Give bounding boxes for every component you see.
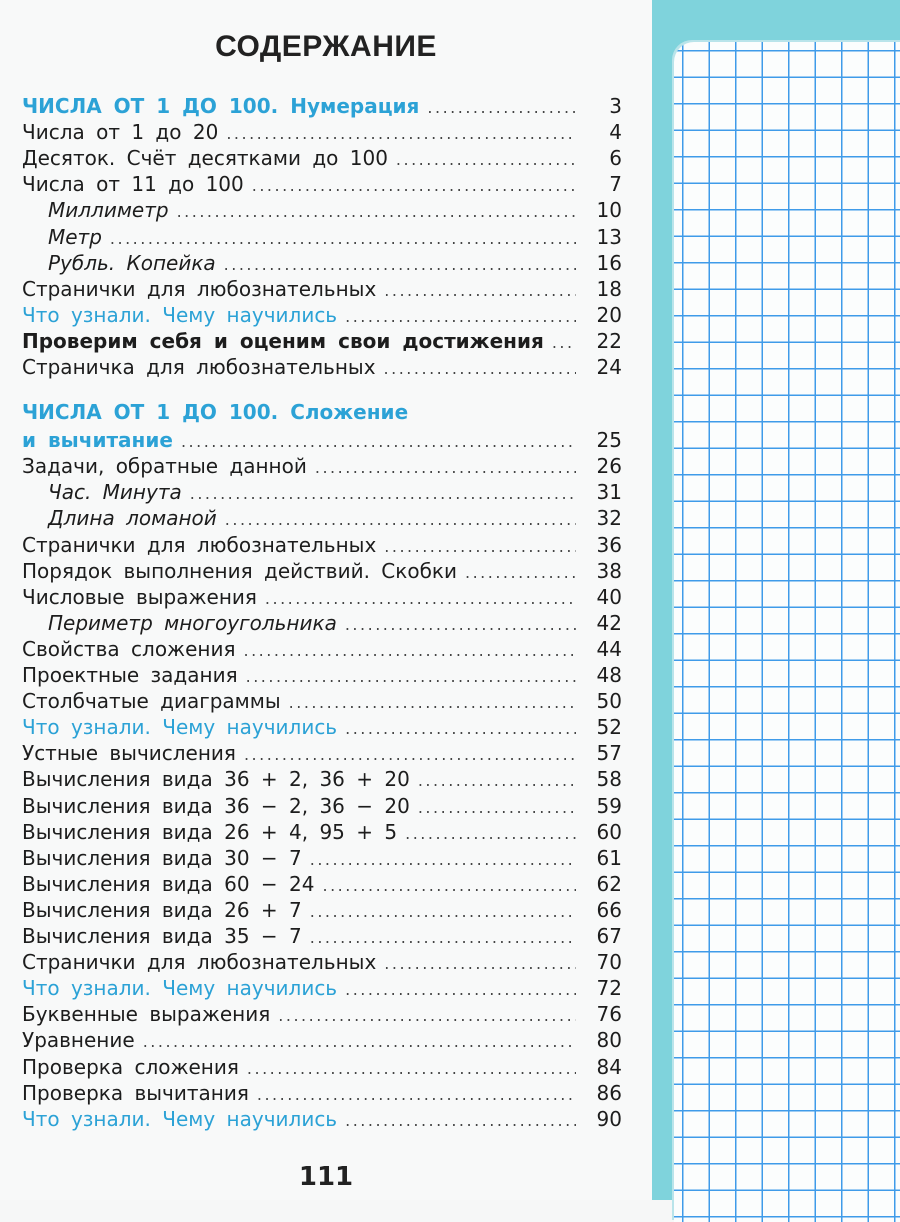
toc-entry[interactable] bbox=[22, 976, 622, 1003]
toc-entry-page: 62 bbox=[596, 871, 622, 896]
toc-entry-title: Длина ломаной bbox=[48, 506, 217, 531]
toc-entry-title: Числа от 1 до 20 bbox=[22, 120, 219, 145]
toc-entry-title: Странички для любознательных bbox=[22, 950, 377, 975]
dot-leader bbox=[246, 667, 576, 686]
dot-leader bbox=[243, 641, 576, 660]
toc-entry-page: 13 bbox=[596, 224, 622, 249]
toc-entry-page: 48 bbox=[596, 663, 622, 687]
toc-entry-page: 80 bbox=[596, 1028, 622, 1053]
toc-entry-page: 26 bbox=[596, 454, 622, 479]
toc-entry-page: 90 bbox=[596, 1106, 622, 1131]
toc-entry-title: Свойства сложения bbox=[22, 636, 236, 661]
dot-leader bbox=[224, 255, 576, 274]
toc-entry-page: 6 bbox=[609, 146, 622, 171]
toc-entry-page: 10 bbox=[596, 198, 622, 223]
toc-entry[interactable] bbox=[22, 846, 622, 873]
toc-entry-title: Вычисления вида 60 − 24 bbox=[22, 871, 315, 896]
dot-leader bbox=[384, 537, 576, 556]
dot-leader bbox=[345, 307, 576, 326]
toc-entry-title: Числовые выражения bbox=[22, 584, 257, 609]
toc-entry-title: Порядок выполнения действий. Скобки bbox=[22, 558, 457, 583]
toc-entry-title: Проверка вычитания bbox=[22, 1080, 249, 1105]
toc-entry-page: 40 bbox=[596, 584, 622, 609]
dot-leader bbox=[552, 333, 576, 352]
toc-entry-title: Вычисления вида 30 − 7 bbox=[22, 845, 302, 870]
dot-leader bbox=[225, 510, 576, 529]
toc-entry-title: Вычисления вида 36 − 2, 36 − 20 bbox=[22, 793, 410, 818]
toc-entry[interactable] bbox=[22, 1028, 622, 1055]
toc-entry-page: 7 bbox=[609, 172, 622, 197]
dot-leader bbox=[310, 902, 576, 921]
toc-entry[interactable] bbox=[22, 689, 622, 716]
toc-entry[interactable] bbox=[22, 277, 622, 304]
toc-entry[interactable] bbox=[22, 637, 622, 664]
dot-leader bbox=[345, 615, 576, 634]
toc-entry-page: 57 bbox=[596, 741, 622, 766]
dot-leader bbox=[226, 124, 576, 143]
dot-leader bbox=[190, 484, 576, 503]
toc-entry-title: Устные вычисления bbox=[22, 741, 236, 766]
toc-entry-page: 22 bbox=[596, 328, 622, 353]
toc-entry[interactable] bbox=[22, 480, 622, 507]
toc-entry-title: Десяток. Счёт десятками до 100 bbox=[22, 146, 388, 171]
toc-entry-page: 61 bbox=[596, 845, 622, 870]
toc-entry-title: Метр bbox=[48, 224, 102, 249]
dot-leader bbox=[384, 359, 576, 378]
toc-entry-page: 66 bbox=[596, 897, 622, 922]
toc-entry-title: Миллиметр bbox=[48, 198, 169, 223]
toc-entry-page: 25 bbox=[596, 428, 622, 453]
dot-leader bbox=[396, 150, 576, 169]
toc-entry[interactable] bbox=[22, 198, 622, 225]
dot-leader bbox=[310, 928, 576, 947]
toc-entry[interactable] bbox=[22, 715, 622, 742]
toc-entry-page: 32 bbox=[596, 506, 622, 531]
toc-entry-title: Периметр многоугольника bbox=[48, 610, 337, 635]
toc-entry-page: 42 bbox=[596, 610, 622, 635]
toc-entry[interactable] bbox=[22, 506, 622, 533]
toc-entry-title: ЧИСЛА ОТ 1 ДО 100. Нумерация bbox=[22, 94, 420, 118]
toc-entry[interactable] bbox=[22, 794, 622, 821]
toc-entry-page: 18 bbox=[596, 276, 622, 301]
dot-leader bbox=[345, 980, 576, 999]
dot-leader bbox=[143, 1032, 576, 1051]
toc-entry-page: 36 bbox=[596, 532, 622, 557]
toc-entry-title: Час. Минута bbox=[48, 480, 182, 505]
toc-entry-page: 52 bbox=[596, 715, 622, 740]
toc-entry-page: 16 bbox=[596, 250, 622, 275]
toc-entry[interactable] bbox=[22, 767, 622, 794]
toc-entry[interactable] bbox=[22, 251, 622, 278]
dot-leader bbox=[257, 1085, 576, 1104]
dot-leader bbox=[427, 98, 576, 117]
dot-leader bbox=[252, 176, 576, 195]
toc-entry[interactable] bbox=[22, 924, 622, 951]
dot-leader bbox=[465, 563, 576, 582]
toc-entry-page: 31 bbox=[596, 480, 622, 505]
toc-entry[interactable] bbox=[22, 172, 622, 199]
toc-entry[interactable] bbox=[22, 1107, 622, 1134]
toc-entry-title: Буквенные выражения bbox=[22, 1002, 271, 1027]
toc-entry-page: 38 bbox=[596, 558, 622, 583]
toc-entry[interactable] bbox=[22, 820, 622, 847]
toc-entry-title: и вычитание bbox=[22, 428, 173, 453]
toc-entry[interactable] bbox=[22, 1055, 622, 1082]
toc-entry-title: Страничка для любознательных bbox=[22, 355, 376, 379]
toc-entry-page: 58 bbox=[596, 767, 622, 792]
toc-entry-page: 4 bbox=[609, 120, 622, 145]
toc-entry[interactable] bbox=[22, 1081, 622, 1108]
toc-entry-title: Странички для любознательных bbox=[22, 532, 377, 557]
toc-entry-page: 24 bbox=[596, 355, 622, 379]
toc-entry[interactable] bbox=[22, 454, 622, 481]
dot-leader bbox=[418, 798, 576, 817]
dot-leader bbox=[265, 589, 576, 608]
toc-entry[interactable] bbox=[22, 303, 622, 330]
toc-entry-title: Что узнали. Чему научились bbox=[22, 976, 338, 1001]
toc-entry-page: 84 bbox=[596, 1054, 622, 1079]
dot-leader bbox=[315, 458, 576, 477]
toc-entry-title: Уравнение bbox=[22, 1028, 135, 1053]
dot-leader bbox=[289, 693, 576, 712]
dot-leader bbox=[384, 281, 576, 300]
toc-entry[interactable] bbox=[22, 872, 622, 899]
toc-entry[interactable] bbox=[22, 355, 622, 382]
toc-entry-title: Что узнали. Чему научились bbox=[22, 1106, 338, 1131]
toc-entry-page: 72 bbox=[596, 976, 622, 1001]
toc-entry-title: Что узнали. Чему научились bbox=[22, 302, 338, 327]
dot-leader bbox=[110, 229, 576, 248]
toc-entry-title: Вычисления вида 36 + 2, 36 + 20 bbox=[22, 767, 410, 792]
toc-entry[interactable] bbox=[22, 741, 622, 768]
page-title: СОДЕРЖАНИЕ bbox=[215, 30, 437, 63]
page-number: 111 bbox=[298, 1162, 354, 1192]
dot-leader bbox=[177, 202, 576, 221]
toc-entry-title: Числа от 11 до 100 bbox=[22, 172, 244, 197]
toc-entry[interactable] bbox=[22, 585, 622, 612]
toc-entry-title: Рубль. Копейка bbox=[48, 250, 216, 275]
toc-entry[interactable] bbox=[22, 428, 622, 455]
toc-entry-page: 60 bbox=[596, 819, 622, 844]
grid-paper-sheet bbox=[674, 42, 900, 1222]
dot-leader bbox=[384, 954, 576, 973]
toc-entry-page: 3 bbox=[609, 94, 622, 118]
dot-leader bbox=[345, 1111, 576, 1130]
dot-leader bbox=[418, 771, 576, 790]
toc-entry-page: 44 bbox=[596, 636, 622, 661]
toc-entry[interactable] bbox=[22, 533, 622, 560]
toc-entry-page: 76 bbox=[596, 1002, 622, 1027]
toc-entry-page: 67 bbox=[596, 924, 622, 948]
toc-entry-title: Вычисления вида 26 + 4, 95 + 5 bbox=[22, 819, 398, 844]
toc-entry[interactable] bbox=[22, 663, 622, 690]
toc-entry-title: Задачи, обратные данной bbox=[22, 454, 307, 479]
toc-entry[interactable] bbox=[22, 1002, 622, 1029]
dot-leader bbox=[322, 876, 576, 895]
toc-entry[interactable] bbox=[22, 94, 622, 121]
toc-entry-page: 59 bbox=[596, 793, 622, 818]
toc-entry-title: Столбчатые диаграммы bbox=[22, 689, 281, 714]
dot-leader bbox=[345, 719, 576, 738]
toc-entry[interactable] bbox=[22, 329, 622, 356]
toc-entry[interactable] bbox=[22, 225, 622, 252]
toc-entry-title: Проверим себя и оценим свои достижения bbox=[22, 328, 544, 353]
dot-leader bbox=[247, 1059, 576, 1078]
toc-entry-page: 20 bbox=[596, 302, 622, 327]
toc-entry-page: 70 bbox=[596, 950, 622, 975]
section-heading: ЧИСЛА ОТ 1 ДО 100. Сложение bbox=[22, 400, 409, 424]
toc-entry-page: 50 bbox=[596, 689, 622, 714]
toc-entry-title: Вычисления вида 26 + 7 bbox=[22, 897, 302, 922]
dot-leader bbox=[181, 432, 576, 451]
toc-entry[interactable] bbox=[22, 559, 622, 586]
toc-entry-title: Странички для любознательных bbox=[22, 276, 377, 301]
toc-entry-title: Проектные задания bbox=[22, 663, 238, 687]
toc-entry-title: Проверка сложения bbox=[22, 1054, 239, 1079]
toc-entry[interactable] bbox=[22, 120, 622, 147]
dot-leader bbox=[244, 745, 576, 764]
toc-entry-title: Вычисления вида 35 − 7 bbox=[22, 924, 302, 948]
dot-leader bbox=[310, 850, 576, 869]
toc-entry[interactable] bbox=[22, 950, 622, 977]
dot-leader bbox=[405, 824, 576, 843]
dot-leader bbox=[278, 1006, 576, 1025]
toc-entry[interactable] bbox=[22, 146, 622, 173]
toc-entry[interactable] bbox=[22, 898, 622, 925]
toc-entry-page: 86 bbox=[596, 1080, 622, 1105]
toc-entry-title: Что узнали. Чему научились bbox=[22, 715, 338, 740]
toc-entry[interactable] bbox=[22, 611, 622, 638]
